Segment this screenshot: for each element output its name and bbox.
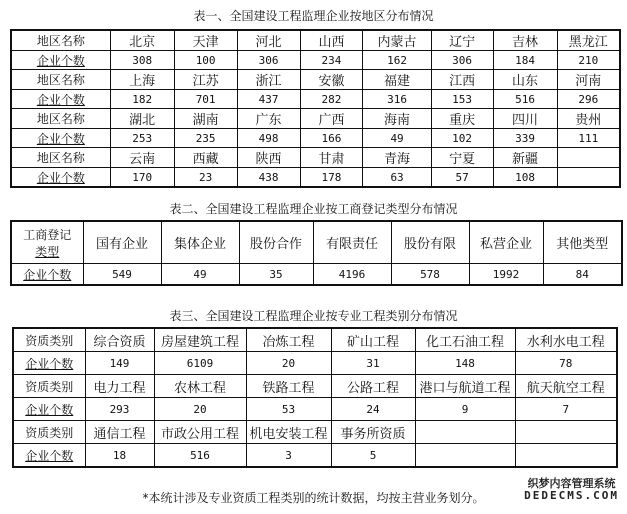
category-name-cell: 铁路工程: [246, 375, 331, 398]
count-cell: [557, 168, 620, 188]
category-name-cell: 市政公用工程: [154, 421, 246, 444]
count-cell: 31: [331, 352, 415, 375]
table-row: [11, 70, 620, 90]
count-cell: 184: [493, 51, 557, 70]
count-label-cell: 企业个数: [13, 398, 85, 421]
count-label-cell: 企业个数: [11, 129, 110, 148]
count-label-cell: 企业个数: [11, 168, 110, 188]
category-name-cell: 港口与航道工程: [415, 375, 515, 398]
category-name-cell: 矿山工程: [331, 328, 415, 352]
count-cell: 153: [431, 90, 493, 109]
category-name-cell: 水利水电工程: [515, 328, 617, 352]
name-label-cell: 资质类别: [13, 328, 85, 352]
count-cell: 178: [300, 168, 363, 188]
count-cell: 6109: [154, 352, 246, 375]
region-name-cell: 江苏: [174, 70, 237, 90]
region-name-cell: 浙江: [237, 70, 300, 90]
count-cell: 100: [174, 51, 237, 70]
region-distribution-table: [10, 29, 621, 188]
region-name-cell: 吉林: [493, 30, 557, 51]
count-cell: 35: [239, 264, 313, 286]
table1-title: 表一、全国建设工程监理企业按地区分布情况: [193, 9, 434, 23]
name-label-cell: 资质类别: [13, 421, 85, 444]
region-name-cell: 西藏: [174, 148, 237, 168]
count-cell: 102: [431, 129, 493, 148]
category-name-cell: 公路工程: [331, 375, 415, 398]
category-name-cell: 机电安装工程: [246, 421, 331, 444]
region-name-cell: 天津: [174, 30, 237, 51]
count-cell: 24: [331, 398, 415, 421]
table-row: [11, 51, 620, 70]
category-name-cell: 房屋建筑工程: [154, 328, 246, 352]
region-name-cell: 黑龙江: [557, 30, 620, 51]
region-name-cell: 上海: [110, 70, 174, 90]
region-name-cell: 江西: [431, 70, 493, 90]
count-cell: 253: [110, 129, 174, 148]
type-cell: 集体企业: [161, 221, 239, 264]
table-row: [11, 148, 620, 168]
count-cell: 234: [300, 51, 363, 70]
count-cell: 701: [174, 90, 237, 109]
watermark-line2: DEDECMS.COM: [524, 489, 619, 502]
table3-title: 表三、全国建设工程监理企业按专业工程类别分布情况: [169, 309, 458, 323]
count-label-cell: 企业个数: [13, 444, 85, 468]
count-cell: 549: [83, 264, 161, 286]
table-row: [11, 109, 620, 129]
table-row: [13, 398, 617, 421]
region-name-cell: 陕西: [237, 148, 300, 168]
count-cell: 49: [363, 129, 431, 148]
table2-title: 表二、全国建设工程监理企业按工商登记类型分布情况: [169, 202, 458, 216]
count-cell: 57: [431, 168, 493, 188]
table-row: [13, 444, 617, 468]
count-cell: 437: [237, 90, 300, 109]
count-cell: 306: [431, 51, 493, 70]
count-cell: 149: [85, 352, 154, 375]
table-row: [13, 421, 617, 444]
header-label-line1: 工商登记: [23, 227, 72, 242]
count-cell: 182: [110, 90, 174, 109]
name-label-cell: 地区名称: [11, 70, 110, 90]
count-cell: 306: [237, 51, 300, 70]
count-cell: 235: [174, 129, 237, 148]
count-cell: 308: [110, 51, 174, 70]
count-cell: 498: [237, 129, 300, 148]
region-name-cell: 新疆: [493, 148, 557, 168]
region-name-cell: 辽宁: [431, 30, 493, 51]
category-name-cell: 通信工程: [85, 421, 154, 444]
qualification-category-table: [12, 327, 618, 468]
count-cell: 1992: [469, 264, 543, 286]
count-cell: 438: [237, 168, 300, 188]
table-row: [11, 264, 622, 286]
table-row: [13, 352, 617, 375]
count-cell: 5: [331, 444, 415, 468]
count-cell: 166: [300, 129, 363, 148]
category-name-cell: 电力工程: [85, 375, 154, 398]
count-cell: 3: [246, 444, 331, 468]
count-label-cell: 企业个数: [11, 264, 83, 286]
name-label-cell: 地区名称: [11, 109, 110, 129]
region-name-cell: 海南: [363, 109, 431, 129]
region-name-cell: 宁夏: [431, 148, 493, 168]
table-row: [11, 221, 622, 264]
count-cell: 296: [557, 90, 620, 109]
count-label-cell: 企业个数: [11, 90, 110, 109]
region-name-cell: 青海: [363, 148, 431, 168]
region-name-cell: 云南: [110, 148, 174, 168]
count-cell: 78: [515, 352, 617, 375]
region-name-cell: 山东: [493, 70, 557, 90]
count-cell: 53: [246, 398, 331, 421]
count-cell: 578: [391, 264, 469, 286]
category-name-cell: 农林工程: [154, 375, 246, 398]
name-label-cell: 地区名称: [11, 148, 110, 168]
count-label-cell: 企业个数: [13, 352, 85, 375]
region-name-cell: 安徽: [300, 70, 363, 90]
category-name-cell: 事务所资质: [331, 421, 415, 444]
count-cell: 516: [154, 444, 246, 468]
type-cell: 股份合作: [239, 221, 313, 264]
count-cell: 162: [363, 51, 431, 70]
region-name-cell: 河北: [237, 30, 300, 51]
count-cell: 18: [85, 444, 154, 468]
header-label-line2: 类型: [35, 244, 60, 259]
type-cell: 其他类型: [543, 221, 622, 264]
name-label-cell: 资质类别: [13, 375, 85, 398]
table-row: [11, 129, 620, 148]
count-cell: 20: [246, 352, 331, 375]
region-name-cell: 甘肃: [300, 148, 363, 168]
type-cell: 有限责任: [313, 221, 391, 264]
category-name-cell: 化工石油工程: [415, 328, 515, 352]
watermark-line1: 织梦内容管理系统: [527, 477, 616, 490]
region-name-cell: 内蒙古: [363, 30, 431, 51]
count-cell: [415, 444, 515, 468]
count-cell: 108: [493, 168, 557, 188]
count-label-cell: 企业个数: [11, 51, 110, 70]
table-row: [11, 90, 620, 109]
table-row: [13, 328, 617, 352]
region-name-cell: 重庆: [431, 109, 493, 129]
region-name-cell: 河南: [557, 70, 620, 90]
table-row: [13, 375, 617, 398]
footnote: *本统计涉及专业资质工程类别的统计数据，均按主营业务划分。: [142, 491, 485, 505]
count-cell: 316: [363, 90, 431, 109]
category-name-cell: [515, 421, 617, 444]
name-label-cell: 地区名称: [11, 30, 110, 51]
count-cell: 111: [557, 129, 620, 148]
count-cell: 282: [300, 90, 363, 109]
count-cell: 339: [493, 129, 557, 148]
count-cell: 9: [415, 398, 515, 421]
count-cell: 210: [557, 51, 620, 70]
watermark-logo: [524, 478, 619, 502]
count-cell: 20: [154, 398, 246, 421]
region-name-cell: 四川: [493, 109, 557, 129]
count-cell: 148: [415, 352, 515, 375]
region-name-cell: 北京: [110, 30, 174, 51]
count-cell: 516: [493, 90, 557, 109]
count-cell: 63: [363, 168, 431, 188]
region-name-cell: 湖北: [110, 109, 174, 129]
count-cell: 293: [85, 398, 154, 421]
region-name-cell: 山西: [300, 30, 363, 51]
table-row: [11, 30, 620, 51]
region-name-cell: [557, 148, 620, 168]
table-row: [11, 168, 620, 188]
count-cell: 7: [515, 398, 617, 421]
header-label-cell: [11, 221, 83, 264]
category-name-cell: 航天航空工程: [515, 375, 617, 398]
category-name-cell: 综合资质: [85, 328, 154, 352]
category-name-cell: 冶炼工程: [246, 328, 331, 352]
type-cell: 私营企业: [469, 221, 543, 264]
count-cell: 49: [161, 264, 239, 286]
registration-type-table: [10, 220, 623, 286]
region-name-cell: 福建: [363, 70, 431, 90]
count-cell: 170: [110, 168, 174, 188]
count-cell: 4196: [313, 264, 391, 286]
count-cell: [515, 444, 617, 468]
count-cell: 84: [543, 264, 622, 286]
type-cell: 股份有限: [391, 221, 469, 264]
region-name-cell: 广东: [237, 109, 300, 129]
type-cell: 国有企业: [83, 221, 161, 264]
region-name-cell: 贵州: [557, 109, 620, 129]
region-name-cell: 广西: [300, 109, 363, 129]
category-name-cell: [415, 421, 515, 444]
region-name-cell: 湖南: [174, 109, 237, 129]
count-cell: 23: [174, 168, 237, 188]
